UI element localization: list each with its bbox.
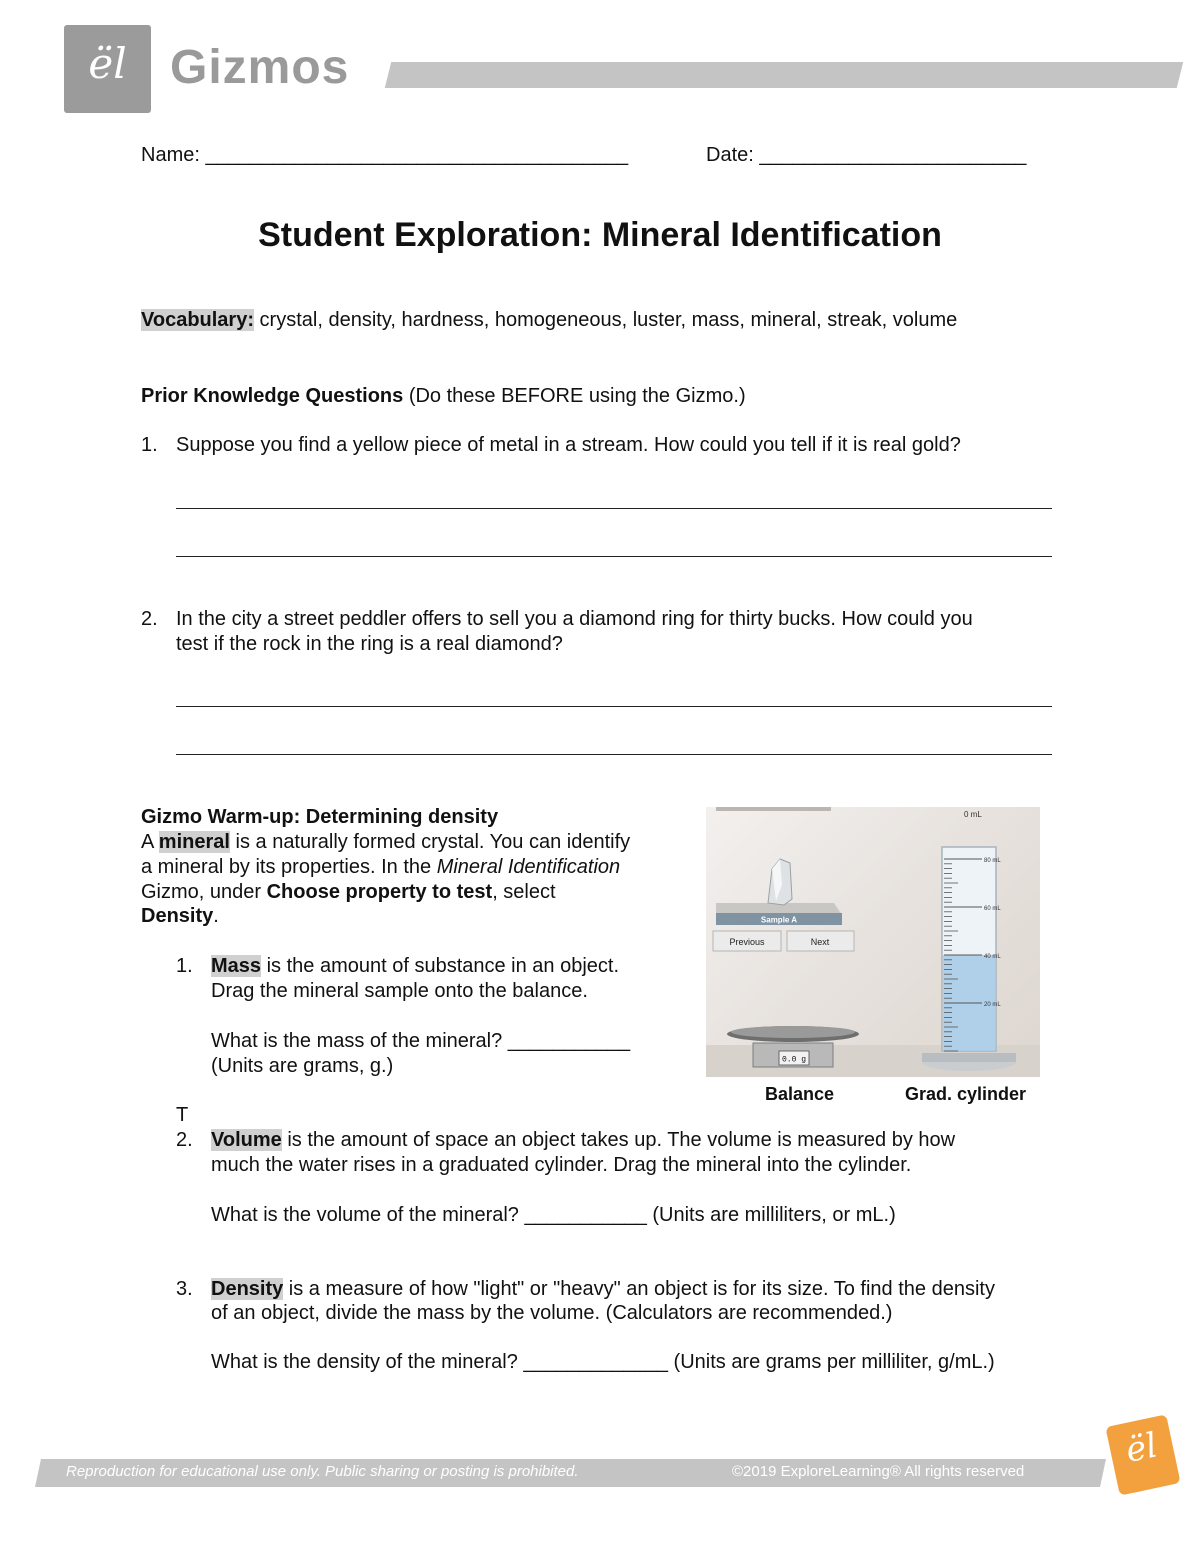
header-bar	[385, 62, 1183, 88]
cylinder-mark-label: 40 mL	[984, 954, 1001, 960]
sample-label: Sample A	[760, 915, 798, 925]
footer-notice: Reproduction for educational use only. Public sharing or posting is prohibited.	[66, 1463, 579, 1480]
item-1-units: (Units are grams, g.)	[211, 1055, 394, 1077]
warmup-paragraph: Density.	[141, 905, 219, 927]
answer-line[interactable]	[176, 556, 1052, 557]
answer-line[interactable]	[176, 754, 1052, 755]
item-1-number: 1.	[176, 955, 193, 977]
graduated-cylinder	[942, 847, 1001, 1051]
item-2-text: Volume is the amount of space an object takes up. The volume is measured by how	[211, 1129, 956, 1151]
footer-copyright: ©2019 ExploreLearning® All rights reserved	[732, 1463, 1025, 1480]
shelf-edge	[716, 807, 831, 811]
item-1-text: Drag the mineral sample onto the balance.	[211, 980, 588, 1002]
name-field: Name: ______________________________________	[141, 144, 629, 166]
gizmo-screenshot	[706, 807, 1040, 1077]
prior-knowledge-heading: Prior Knowledge Questions (Do these BEFORE using the Gizmo.)	[141, 385, 746, 407]
stray-character: T	[176, 1104, 189, 1126]
explorelearning-logo: ël	[1105, 1414, 1180, 1495]
balance-readout: 0.0 g	[781, 1055, 807, 1065]
question-2-number: 2.	[141, 608, 158, 630]
cylinder-mark-label: 80 mL	[984, 858, 1001, 864]
question-2-text: test if the rock in the ring is a real diamond?	[176, 633, 563, 655]
item-1-text: Mass is the amount of substance in an object.	[211, 955, 620, 977]
answer-line[interactable]	[176, 706, 1052, 707]
item-3-question: What is the density of the mineral? _____________ (Units are grams per milliliter, g/mL.)	[211, 1351, 995, 1373]
warmup-heading: Gizmo Warm-up: Determining density	[141, 806, 499, 828]
next-button-label: Next	[810, 937, 830, 947]
vocabulary-terms: crystal, density, hardness, homogeneous, luster, mass, mineral, streak, volume	[254, 309, 958, 331]
item-2-question: What is the volume of the mineral? ___________ (Units are milliliters, or mL.)	[211, 1204, 896, 1226]
warmup-paragraph: A mineral is a naturally formed crystal. You can identify	[141, 831, 631, 853]
answer-line[interactable]	[176, 508, 1052, 509]
item-2-text: much the water rises in a graduated cylinder. Drag the mineral into the cylinder.	[211, 1154, 912, 1176]
question-1-text: Suppose you find a yellow piece of metal in a stream. How could you tell if it is real gold?	[176, 434, 961, 456]
cylinder-mark-label: 20 mL	[984, 1002, 1001, 1008]
balance-pan-top	[731, 1026, 855, 1038]
vocabulary-line	[141, 308, 957, 332]
caption-balance: Balance	[765, 1084, 835, 1104]
item-2-number: 2.	[176, 1129, 193, 1151]
question-1-number: 1.	[141, 434, 158, 456]
question-2-text: In the city a street peddler offers to sell you a diamond ring for thirty bucks. How could you	[176, 608, 973, 630]
brand-name: Gizmos	[170, 41, 350, 94]
previous-button-label: Previous	[729, 937, 765, 947]
caption-cylinder: Grad. cylinder	[905, 1084, 1027, 1104]
page-title: Student Exploration: Mineral Identification	[258, 216, 942, 254]
vocabulary-label: Vocabulary:	[141, 309, 254, 331]
warmup-paragraph: Gizmo, under Choose property to test, select	[141, 881, 556, 903]
warmup-paragraph: a mineral by its properties. In the Mineral Identification	[141, 856, 621, 878]
item-3-text: of an object, divide the mass by the volume. (Calculators are recommended.)	[211, 1302, 893, 1324]
item-1-question: What is the mass of the mineral? ___________	[211, 1030, 631, 1052]
cylinder-mark-label: 60 mL	[984, 906, 1001, 912]
gizmos-logo: ël	[64, 25, 151, 113]
cylinder-base-rim	[922, 1053, 1016, 1062]
item-3-number: 3.	[176, 1278, 193, 1300]
date-field: Date: ________________________	[706, 144, 1027, 166]
item-3-text: Density is a measure of how "light" or "heavy" an object is for its size. To find the density	[211, 1278, 995, 1300]
cylinder-top-label: 0 mL	[964, 810, 982, 819]
gizmo-illustration	[706, 807, 1040, 1077]
